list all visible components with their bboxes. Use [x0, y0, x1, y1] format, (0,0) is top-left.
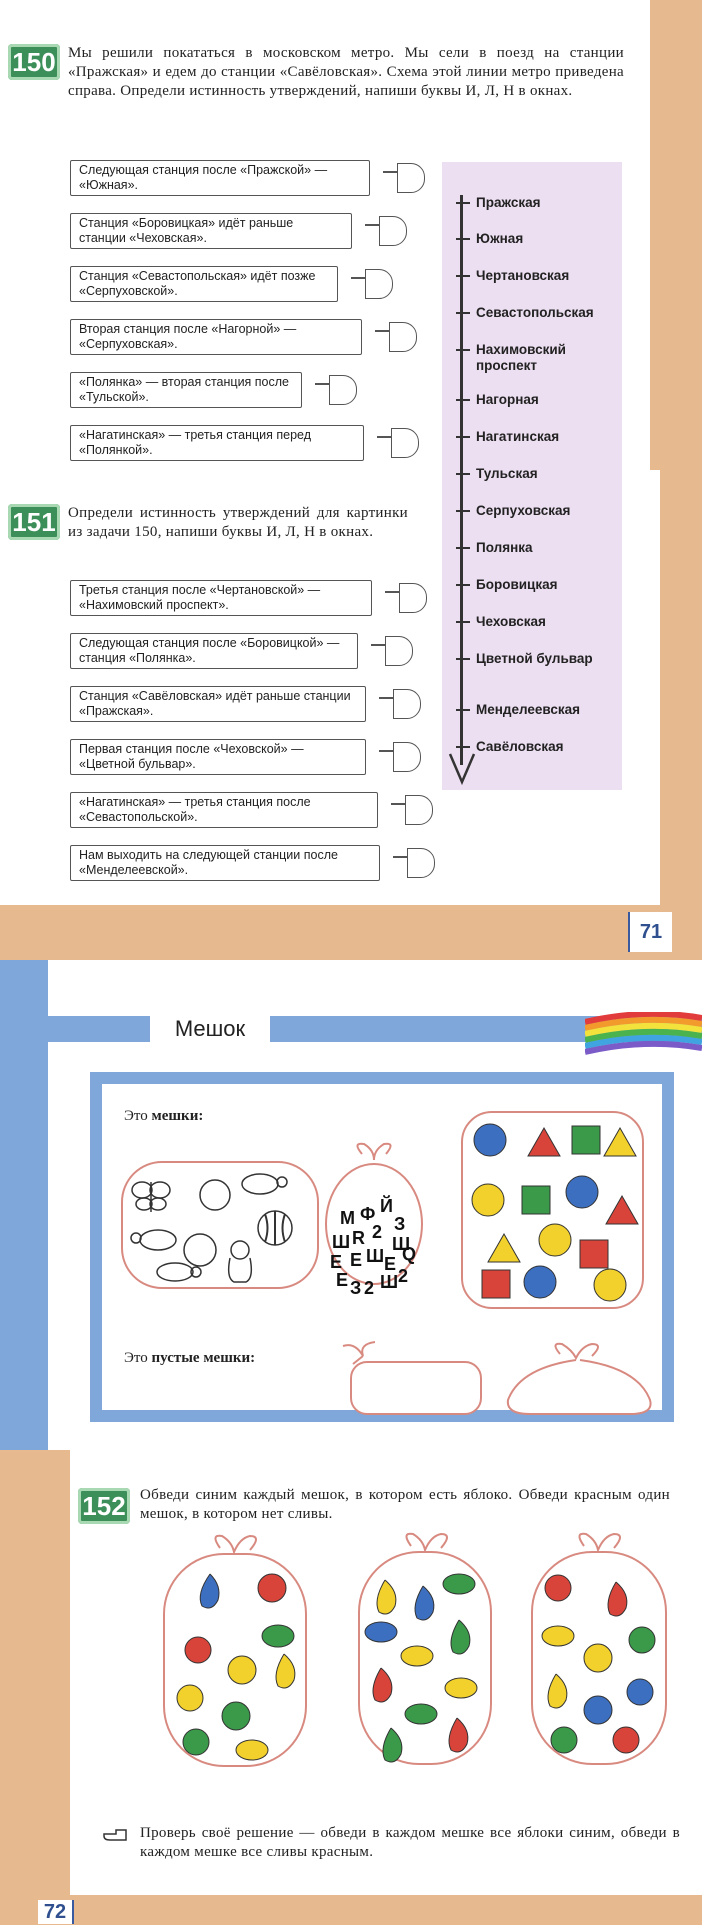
station-tick: [456, 621, 470, 623]
metro-station-label: Чеховская: [476, 614, 546, 629]
apple-icon: [629, 1627, 655, 1653]
bags-label: [124, 1108, 203, 1125]
metro-station-label: Цветной бульвар: [476, 651, 593, 666]
task-150-statement-text: Вторая станция после «Нагорной» — «Серпуховская».: [79, 322, 297, 351]
task-150-statement: [70, 213, 352, 249]
pointing-hand-icon: [102, 1826, 130, 1844]
fruit-bag-1: [160, 1530, 310, 1770]
bag-with-shapes: [460, 1110, 645, 1310]
bag-letter: Е: [330, 1252, 343, 1272]
answer-box[interactable]: [397, 163, 425, 193]
metro-station: [456, 466, 538, 482]
square-shape: [580, 1240, 608, 1268]
bag-letter: Q: [402, 1244, 417, 1264]
task-150-statement: [70, 266, 338, 302]
task-150-statement: [70, 319, 362, 355]
station-tick: [456, 238, 470, 240]
metro-station-label: Савёловская: [476, 739, 564, 754]
task-151-statement-text: Третья станция после «Чертановской» — «Нахимовский проспект».: [79, 583, 321, 612]
bags-label-prefix: Это: [124, 1108, 148, 1124]
bag-letter: З: [394, 1214, 406, 1234]
bag-letter: Е: [336, 1270, 349, 1290]
task-150-statement-text: «Нагатинская» — третья станция перед «Полянкой».: [79, 428, 312, 457]
circle-shape: [524, 1266, 556, 1298]
lemon-icon: [405, 1704, 437, 1724]
metro-station-label: Полянка: [476, 540, 533, 555]
hint-text: Проверь своё решение — обведи в каждом мешке все яблоки синим, обведи в каждом мешке все сливы красным.: [140, 1825, 680, 1860]
rainbow-icon: [585, 1012, 702, 1062]
station-tick: [456, 658, 470, 660]
metro-station-label: Тульская: [476, 466, 538, 481]
page-margin-bottom: [0, 1895, 702, 1925]
station-tick: [456, 547, 470, 549]
task-151-statement-text: «Нагатинская» — третья станция после «Севастопольской».: [79, 795, 311, 824]
circle-shape: [472, 1184, 504, 1216]
station-tick: [456, 709, 470, 711]
empty-bags-label: [124, 1350, 255, 1367]
metro-station: [456, 195, 541, 211]
bag-letter: З: [350, 1278, 362, 1298]
metro-station: [456, 231, 523, 247]
task-151-statement: [70, 580, 372, 616]
metro-station: [456, 305, 594, 321]
station-tick: [456, 202, 470, 204]
metro-station: [456, 540, 533, 556]
metro-station-label: Менделеевская: [476, 702, 581, 717]
answer-box[interactable]: [389, 322, 417, 352]
task-151-statement-text: Станция «Савёловская» идёт раньше станции «Пражская».: [79, 689, 351, 718]
page-margin-bottom: [0, 905, 702, 960]
answer-box[interactable]: [393, 742, 421, 772]
apple-icon: [183, 1729, 209, 1755]
bag-letter: Ш: [392, 1234, 411, 1254]
apple-icon: [551, 1727, 577, 1753]
bag-letter: Е: [384, 1254, 397, 1274]
page-number: 72: [38, 1900, 74, 1924]
lemon-icon: [542, 1626, 574, 1646]
metro-station-label: Боровицкая: [476, 577, 558, 592]
apple-icon: [177, 1685, 203, 1711]
metro-station-label: Южная: [476, 231, 524, 246]
task-150-statement: [70, 372, 302, 408]
metro-station-label: Чертановская: [476, 268, 570, 283]
bag-letter: 2: [398, 1266, 409, 1286]
page-number: 71: [628, 912, 672, 952]
lemon-icon: [236, 1740, 268, 1760]
metro-station: [456, 392, 539, 408]
circle-shape: [474, 1124, 506, 1156]
circle-shape: [539, 1224, 571, 1256]
task-150-statement-text: Станция «Севастопольская» идёт позже «Серпуховской».: [79, 269, 316, 298]
task-151-statement: [70, 633, 358, 669]
task-150-text: Мы решили покататься в московском метро. Мы сели в поезд на станции «Пражская» и едем до станции «Савёловская». Схема этой линии метро приведена справа. Определи истинность утверждений, напиши буквы И, Л, Н в окнах.: [68, 45, 624, 99]
apple-icon: [584, 1696, 612, 1724]
answer-box[interactable]: [365, 269, 393, 299]
empty-bag: [335, 1338, 485, 1418]
section-title: Мешок: [150, 1016, 270, 1042]
task-151-statement-text: Первая станция после «Чеховской» — «Цветной бульвар».: [79, 742, 304, 771]
metro-station: [456, 429, 559, 445]
bag-letter: Е: [350, 1250, 363, 1270]
answer-box[interactable]: [407, 848, 435, 878]
task-152-text: Обведи синим каждый мешок, в котором есть яблоко. Обведи красным один мешок, в котором нет сливы.: [140, 1487, 670, 1522]
page-margin-left-lower: [0, 1450, 70, 1925]
metro-station: [456, 577, 557, 593]
page-71: [0, 0, 702, 960]
circle-shape: [594, 1269, 626, 1301]
circle-shape: [566, 1176, 598, 1208]
lemon-icon: [443, 1574, 475, 1594]
bag-letter: Й: [380, 1196, 393, 1216]
task-150-badge: 150: [8, 44, 60, 80]
task-151-statement: [70, 845, 380, 881]
answer-box[interactable]: [393, 689, 421, 719]
task-151-statement: [70, 739, 366, 775]
task-151-text: Определи истинность утверждений для картинки из задачи 150, напиши буквы И, Л, Н в окнах.: [68, 505, 408, 540]
apple-icon: [258, 1574, 286, 1602]
answer-box[interactable]: [329, 375, 357, 405]
bag-letter: М: [340, 1208, 355, 1228]
station-tick: [456, 473, 470, 475]
answer-box[interactable]: [379, 216, 407, 246]
metro-station-label: Нагатинская: [476, 429, 560, 444]
apple-icon: [185, 1637, 211, 1663]
station-tick: [456, 275, 470, 277]
square-shape: [572, 1126, 600, 1154]
bags-label-bold: мешки:: [151, 1108, 204, 1124]
lemon-icon: [365, 1622, 397, 1642]
square-shape: [522, 1186, 550, 1214]
metro-station: [456, 739, 564, 755]
lemon-icon: [445, 1678, 477, 1698]
apple-icon: [627, 1679, 653, 1705]
page-margin-notch: [640, 470, 660, 910]
fruit-bag-2: [355, 1528, 495, 1768]
answer-box[interactable]: [399, 583, 427, 613]
bag-letter: Ш: [332, 1232, 351, 1252]
metro-direction-arrow-icon: [448, 752, 476, 786]
task-152-badge: 152: [78, 1488, 130, 1524]
apple-icon: [222, 1702, 250, 1730]
station-tick: [456, 584, 470, 586]
bag-letter: R: [352, 1228, 365, 1248]
apple-icon: [228, 1656, 256, 1684]
empty-bags-label-prefix: Это: [124, 1350, 148, 1366]
metro-station: [456, 342, 596, 373]
bag-letter: Ш: [380, 1272, 399, 1292]
empty-bags-label-bold: пустые мешки:: [151, 1350, 256, 1366]
metro-station-label: Нахимовский проспект: [476, 342, 566, 373]
metro-station-label: Пражская: [476, 195, 541, 210]
apple-icon: [545, 1575, 571, 1601]
watermelon-icon: [258, 1211, 292, 1245]
task-150-statement: [70, 160, 370, 196]
bag-letter: Ф: [360, 1204, 376, 1224]
metro-station: [456, 503, 570, 519]
station-tick: [456, 510, 470, 512]
square-shape: [482, 1270, 510, 1298]
bag-with-objects: [120, 1160, 320, 1290]
metro-station: [456, 614, 546, 630]
task-150-statement-text: Следующая станция после «Пражской» — «Южная».: [79, 163, 328, 192]
bag-letter: 2: [364, 1278, 375, 1298]
station-tick: [456, 746, 470, 748]
metro-station-label: Серпуховская: [476, 503, 571, 518]
station-tick: [456, 312, 470, 314]
station-tick: [456, 399, 470, 401]
metro-station: [456, 651, 596, 667]
apple-icon: [584, 1644, 612, 1672]
answer-box[interactable]: [385, 636, 413, 666]
task-151-statement-text: Нам выходить на следующей станции после «Менделеевской».: [79, 848, 338, 877]
task-150-statement-text: «Полянка» — вторая станция после «Тульской».: [79, 375, 290, 404]
task-151-statement-text: Следующая станция после «Боровицкой» — станция «Полянка».: [79, 636, 340, 665]
metro-station-label: Севастопольская: [476, 305, 594, 320]
lemon-icon: [262, 1625, 294, 1647]
answer-box[interactable]: [391, 428, 419, 458]
page-72: [0, 960, 702, 1925]
lemon-icon: [401, 1646, 433, 1666]
station-tick: [456, 436, 470, 438]
metro-station: [456, 268, 569, 284]
answer-box[interactable]: [405, 795, 433, 825]
metro-station-label: Нагорная: [476, 392, 539, 407]
metro-station: [456, 702, 580, 718]
task-150-statement-text: Станция «Боровицкая» идёт раньше станции «Чеховская».: [79, 216, 294, 245]
task-151-statement: [70, 792, 378, 828]
fruit-bag-3: [528, 1528, 670, 1768]
apple-icon: [613, 1727, 639, 1753]
task-150-statement: [70, 425, 364, 461]
bag-letter: 2: [372, 1222, 383, 1242]
empty-bag: [500, 1338, 660, 1418]
task-151-badge: 151: [8, 504, 60, 540]
task-151-statement: [70, 686, 366, 722]
station-tick: [456, 349, 470, 351]
bag-letter: Ш: [366, 1246, 385, 1266]
